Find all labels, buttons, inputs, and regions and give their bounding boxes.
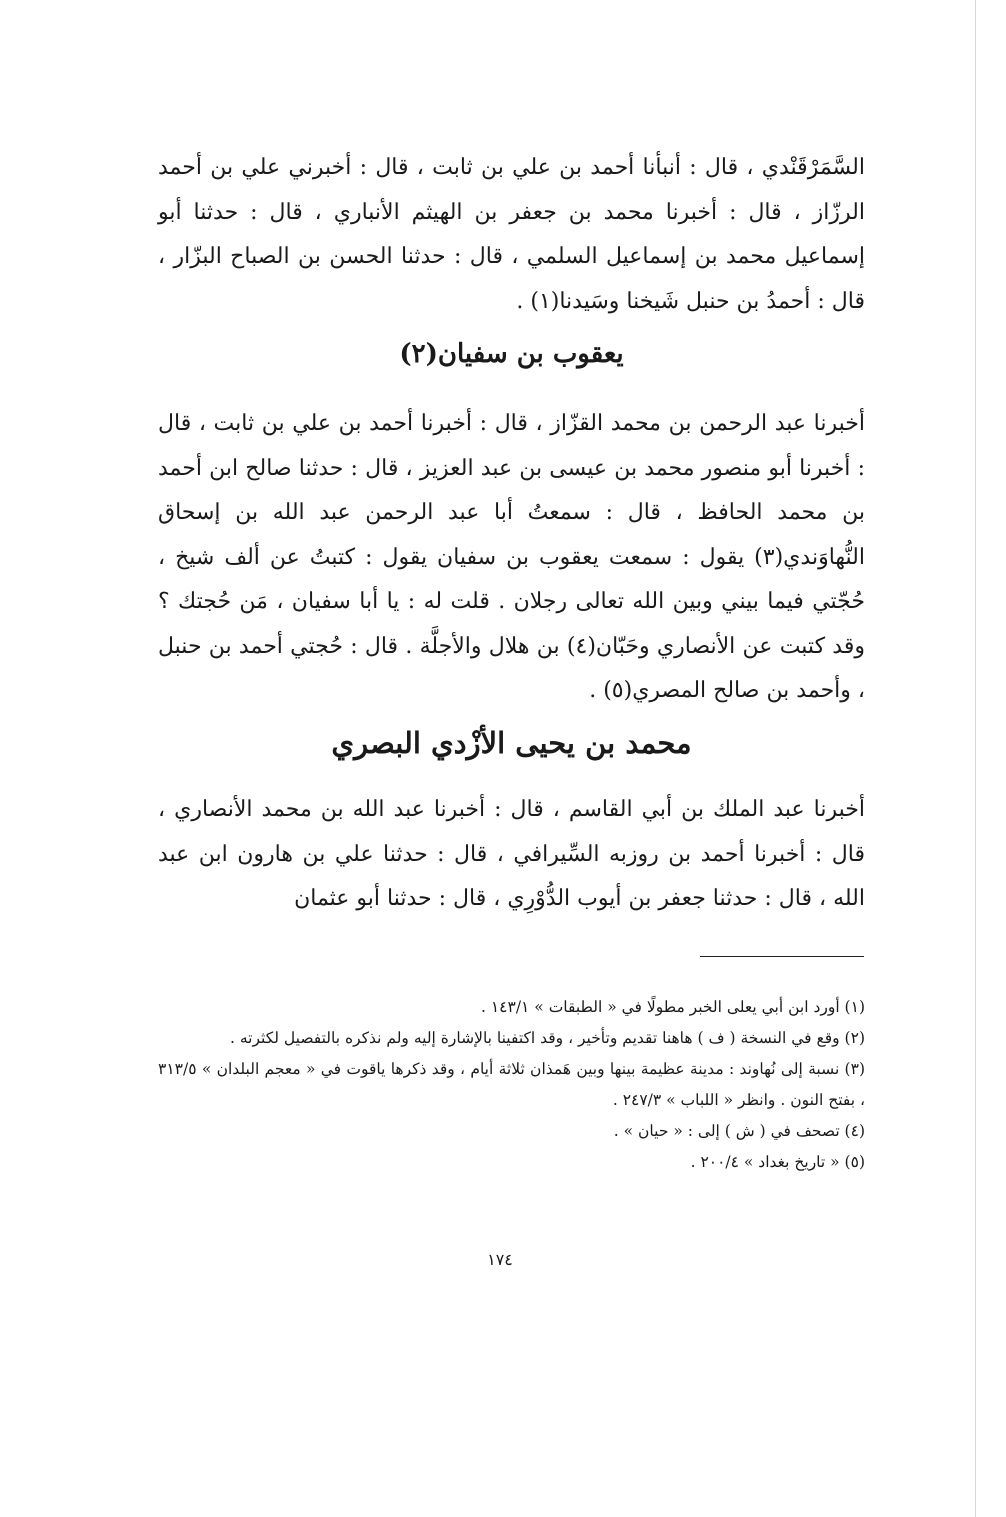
body-paragraph-3: أخبرنا عبد الملك بن أبي القاسم ، قال : أخبرنا عبد الله بن محمد الأنصاري ، قال : أخبرنا أحمد بن روزبه السِّيرافي ، قال : حدثنا علي بن هارون ابن عبد الله ، قال : حدثنا جعفر بن أيوب الدُّوْرِي ، قال : حدثنا أبو عثمان	[158, 797, 865, 911]
section-heading-yaqub-ibn-sufyan: يعقوب بن سفيان(٢)	[399, 339, 624, 369]
footnotes	[158, 992, 865, 1178]
footnote-2: (٢) وقع في النسخة ( ف ) هاهنا تقديم وتأخير ، وقد اكتفينا بالإشارة إليه ولم نذكره بالتفصيل لكثرته .	[229, 1029, 865, 1047]
scan-edge-line	[975, 0, 976, 1517]
body-paragraph-1: السَّمَرْقَنْدي ، قال : أنبأنا أحمد بن علي بن ثابت ، قال : أخبرني علي بن أحمد الرزّاز ، قال : أخبرنا محمد بن جعفر بن الهيثم الأنباري ، قال : حدثنا أبو إسماعيل محمد بن إسماعيل السلمي ، قال : حدثنا الحسن بن الصباح البزّار ، قال : أحمدُ بن حنبل شَيخنا وسَيدنا(١) .	[158, 155, 865, 314]
footnote-5: (٥) « تاريخ بغداد » ٢٠٠/٤ .	[690, 1153, 865, 1171]
body-paragraph-2: أخبرنا عبد الرحمن بن محمد القزّاز ، قال : أخبرنا أحمد بن علي بن ثابت ، قال : أخبرنا أبو منصور محمد بن عيسى بن عبد العزيز ، قال : حدثنا صالح ابن أحمد بن محمد الحافظ ، قال : سمعتُ أبا عبد الرحمن عبد الله بن إسحاق النُّهاوَندي(٣) يقول : سمعت يعقوب بن سفيان يقول : كتبتُ عن ألف شيخ ، حُجّتي فيما بيني وبين الله تعالى رجلان . قلت له : يا أبا سفيان ، مَن حُجتك ؟ وقد كتبت عن الأنصاري وحَبّان(٤) بن هلال والأجلَّة . قال : حُجتي أحمد بن حنبل ، وأحمد بن صالح المصري(٥) .	[158, 411, 865, 703]
footnote-separator	[700, 956, 864, 957]
footnote-1: (١) أورد ابن أبي يعلى الخبر مطولًا في « الطبقات » ١٤٣/١ .	[480, 998, 865, 1016]
page-number: ١٧٤	[487, 1250, 513, 1269]
footnote-4: (٤) تصحف في ( ش ) إلى : « حيان » .	[613, 1122, 865, 1140]
footnote-3: (٣) نسبة إلى نُهاوند : مدينة عظيمة بينها وبين هَمذان ثلاثة أيام ، وقد ذكرها ياقوت في « معجم البلدان » ٣١٣/٥ ، بفتح النون . وانظر « اللباب » ٢٤٧/٣ .	[158, 1060, 865, 1109]
section-heading-muhammad-ibn-yahya: محمد بن يحيى الأزْدي البصري	[331, 726, 692, 760]
